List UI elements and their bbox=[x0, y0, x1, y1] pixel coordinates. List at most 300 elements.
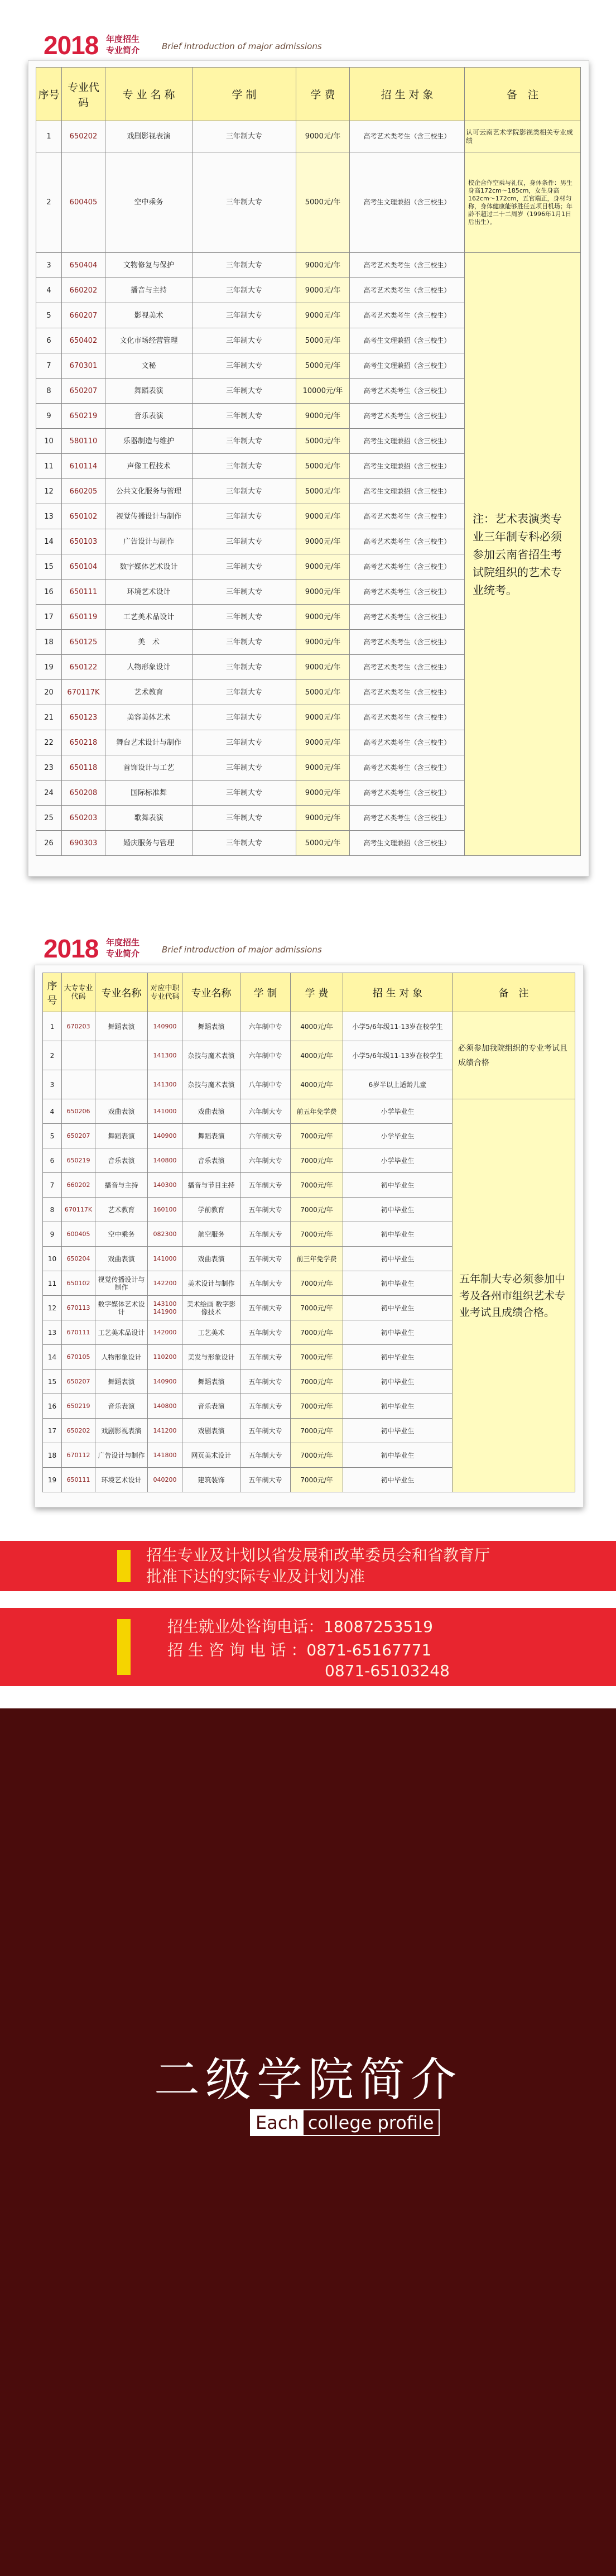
college-major-code: 650111 bbox=[62, 1468, 95, 1492]
table-row bbox=[36, 152, 581, 253]
col-header: 对应中职专业代码 bbox=[148, 973, 182, 1012]
col-header: 学 费 bbox=[296, 68, 350, 121]
row-number: 8 bbox=[36, 379, 62, 404]
duration: 三年制大专 bbox=[192, 730, 296, 755]
duration: 三年制大专 bbox=[192, 831, 296, 856]
table-row bbox=[43, 1012, 575, 1041]
admission-target: 初中毕业生 bbox=[343, 1345, 453, 1370]
tuition: 7000元/年 bbox=[291, 1345, 343, 1370]
col-header: 序号 bbox=[36, 68, 62, 121]
row-number: 4 bbox=[36, 278, 62, 303]
vocational-code: 110200 bbox=[148, 1345, 182, 1370]
contact-banner bbox=[0, 1608, 616, 1686]
duration: 三年制大专 bbox=[192, 404, 296, 429]
college-major-code: 650206 bbox=[62, 1099, 95, 1124]
admission-target: 高考生文理兼招（含三校生） bbox=[350, 831, 465, 856]
vocational-major-name: 美术绘画 数字影像技术 bbox=[182, 1296, 240, 1320]
admission-target: 初中毕业生 bbox=[343, 1419, 453, 1443]
admission-target: 高考生文理兼招（含三校生） bbox=[350, 328, 465, 353]
row-number: 20 bbox=[36, 680, 62, 705]
tuition: 7000元/年 bbox=[291, 1443, 343, 1468]
duration: 三年制大专 bbox=[192, 121, 296, 152]
college-major-name: 舞蹈表演 bbox=[95, 1124, 148, 1148]
duration: 三年制大专 bbox=[192, 353, 296, 379]
college-profile-section bbox=[0, 1708, 616, 2576]
college-profile-subtitle bbox=[250, 2109, 440, 2136]
vocational-code: 140900 bbox=[148, 1012, 182, 1041]
major-code: 650402 bbox=[62, 328, 105, 353]
college-major-name: 艺术教育 bbox=[95, 1198, 148, 1222]
admission-target: 小学5/6年级11-13岁在校学生 bbox=[343, 1012, 453, 1041]
row-number: 10 bbox=[43, 1247, 62, 1271]
vocational-code: 141000 bbox=[148, 1099, 182, 1124]
vocational-major-name: 播音与节目主持 bbox=[182, 1173, 240, 1198]
major-code: 650207 bbox=[62, 379, 105, 404]
major-name: 环境艺术设计 bbox=[105, 580, 192, 605]
row-number: 19 bbox=[43, 1468, 62, 1492]
subtitle-each: Each bbox=[251, 2110, 304, 2135]
employment-hotline bbox=[167, 1615, 433, 1637]
plan-notice-banner bbox=[0, 1541, 616, 1591]
major-code: 660205 bbox=[62, 479, 105, 504]
major-name: 视觉传播设计与制作 bbox=[105, 504, 192, 529]
admission-target: 高考艺术类考生（含三校生） bbox=[350, 554, 465, 580]
college-major-code bbox=[62, 1070, 95, 1099]
vocational-major-name: 学前教育 bbox=[182, 1198, 240, 1222]
admission-hotline-number: 0871-65167771 bbox=[306, 1641, 432, 1659]
row-number: 12 bbox=[36, 479, 62, 504]
header-en-title: Brief introduction of major admissions bbox=[162, 41, 322, 51]
tuition: 5000元/年 bbox=[296, 479, 350, 504]
row-number: 15 bbox=[43, 1370, 62, 1394]
vocational-major-name: 舞蹈表演 bbox=[182, 1370, 240, 1394]
duration: 六年制大专 bbox=[240, 1124, 291, 1148]
admission-target: 高考艺术类考生（含三校生） bbox=[350, 705, 465, 730]
header-zh-line1: 年度招生 bbox=[106, 34, 140, 44]
tuition: 5000元/年 bbox=[296, 680, 350, 705]
tuition: 9000元/年 bbox=[296, 630, 350, 655]
tuition: 9000元/年 bbox=[296, 529, 350, 554]
admission-target: 初中毕业生 bbox=[343, 1173, 453, 1198]
row-number: 13 bbox=[43, 1320, 62, 1345]
tuition: 9000元/年 bbox=[296, 303, 350, 328]
row-number: 2 bbox=[43, 1041, 62, 1070]
row-number: 2 bbox=[36, 152, 62, 253]
major-code: 650404 bbox=[62, 253, 105, 278]
vocational-major-name: 舞蹈表演 bbox=[182, 1124, 240, 1148]
tuition: 9000元/年 bbox=[296, 504, 350, 529]
remark-flight-attendant: 校企合作空乘与礼仪，身体条件：男生身高172cm～185cm，女生身高162cm～172cm，五官端正，身材匀称，身体健康能够胜任五项目机场；年龄不超过二十二周岁（1996年1月1日后出生）。 bbox=[465, 152, 581, 253]
major-name: 数字媒体艺术设计 bbox=[105, 554, 192, 580]
admission-target: 初中毕业生 bbox=[343, 1222, 453, 1247]
row-number: 1 bbox=[43, 1012, 62, 1041]
admission-target: 高考艺术类考生（含三校生） bbox=[350, 680, 465, 705]
duration: 三年制大专 bbox=[192, 253, 296, 278]
college-major-code: 650102 bbox=[62, 1271, 95, 1296]
tuition: 10000元/年 bbox=[296, 379, 350, 404]
row-number: 16 bbox=[36, 580, 62, 605]
college-major-name: 舞蹈表演 bbox=[95, 1370, 148, 1394]
admission-target: 6岁半以上适龄儿童 bbox=[343, 1070, 453, 1099]
major-name: 文秘 bbox=[105, 353, 192, 379]
row-number: 3 bbox=[43, 1070, 62, 1099]
college-major-code: 670111 bbox=[62, 1320, 95, 1345]
plan-notice-line2: 批准下达的实际专业及计划为准 bbox=[146, 1567, 365, 1586]
row-number: 18 bbox=[43, 1443, 62, 1468]
col-header: 学 制 bbox=[192, 68, 296, 121]
duration: 五年制大专 bbox=[240, 1443, 291, 1468]
tuition: 9000元/年 bbox=[296, 404, 350, 429]
vocational-major-name: 音乐表演 bbox=[182, 1394, 240, 1419]
table-row bbox=[36, 253, 581, 278]
duration: 三年制大专 bbox=[192, 479, 296, 504]
major-code: 650103 bbox=[62, 529, 105, 554]
col-header: 专业代码 bbox=[62, 68, 105, 121]
col-header: 专业名称 bbox=[182, 973, 240, 1012]
admission-target: 初中毕业生 bbox=[343, 1443, 453, 1468]
admission-target: 高考艺术类考生（含三校生） bbox=[350, 605, 465, 630]
college-major-code: 650207 bbox=[62, 1124, 95, 1148]
col-header: 大专专业代码 bbox=[62, 973, 95, 1012]
college-major-name: 戏曲表演 bbox=[95, 1247, 148, 1271]
tuition: 5000元/年 bbox=[296, 152, 350, 253]
row-number: 21 bbox=[36, 705, 62, 730]
vocational-code: 140300 bbox=[148, 1173, 182, 1198]
major-code: 650208 bbox=[62, 781, 105, 806]
admission-hotline bbox=[167, 1638, 431, 1660]
major-name: 艺术教育 bbox=[105, 680, 192, 705]
tuition: 4000元/年 bbox=[291, 1070, 343, 1099]
college-major-code: 650219 bbox=[62, 1148, 95, 1173]
major-name: 文物修复与保护 bbox=[105, 253, 192, 278]
admission-target: 高考艺术类考生（含三校生） bbox=[350, 806, 465, 831]
admission-target: 高考艺术类考生（含三校生） bbox=[350, 504, 465, 529]
duration: 三年制大专 bbox=[192, 705, 296, 730]
vocational-code: 141000 bbox=[148, 1247, 182, 1271]
vocational-major-name: 建筑装饰 bbox=[182, 1468, 240, 1492]
major-name: 公共文化服务与管理 bbox=[105, 479, 192, 504]
admission-target: 高考生文理兼招（含三校生） bbox=[350, 479, 465, 504]
tuition: 5000元/年 bbox=[296, 831, 350, 856]
admission-target: 小学5/6年级11-13岁在校学生 bbox=[343, 1041, 453, 1070]
admission-hotline-number-2: 0871-65103248 bbox=[325, 1662, 450, 1680]
duration: 六年制大专 bbox=[240, 1099, 291, 1124]
plan-notice-line1: 招生专业及计划以省发展和改革委员会和省教育厅 bbox=[146, 1546, 490, 1564]
vocational-major-name: 戏剧表演 bbox=[182, 1419, 240, 1443]
tuition: 9000元/年 bbox=[296, 755, 350, 781]
admission-target: 初中毕业生 bbox=[343, 1198, 453, 1222]
duration: 五年制大专 bbox=[240, 1198, 291, 1222]
row-number: 9 bbox=[36, 404, 62, 429]
vocational-code: 140800 bbox=[148, 1148, 182, 1173]
duration: 三年制大专 bbox=[192, 605, 296, 630]
duration: 六年制中专 bbox=[240, 1012, 291, 1041]
duration: 三年制大专 bbox=[192, 328, 296, 353]
major-code: 650122 bbox=[62, 655, 105, 680]
tuition: 7000元/年 bbox=[291, 1296, 343, 1320]
duration: 三年制大专 bbox=[192, 152, 296, 253]
admissions-table-3year bbox=[36, 67, 581, 856]
row-number: 24 bbox=[36, 781, 62, 806]
college-major-name bbox=[95, 1041, 148, 1070]
remark-film-acting: 认可云南艺术学院影视类相关专业成绩 bbox=[465, 121, 581, 152]
vocational-code: 160100 bbox=[148, 1198, 182, 1222]
major-code: 600405 bbox=[62, 152, 105, 253]
duration: 三年制大专 bbox=[192, 454, 296, 479]
header-year: 2018 bbox=[44, 31, 99, 60]
major-code: 690303 bbox=[62, 831, 105, 856]
header-year: 2018 bbox=[44, 934, 99, 963]
major-name: 人物形象设计 bbox=[105, 655, 192, 680]
banner-accent-bar bbox=[117, 1619, 131, 1675]
duration: 五年制大专 bbox=[240, 1271, 291, 1296]
header-zh-line1: 年度招生 bbox=[106, 937, 140, 947]
duration: 六年制中专 bbox=[240, 1041, 291, 1070]
header-zh-title bbox=[106, 937, 139, 959]
row-number: 23 bbox=[36, 755, 62, 781]
major-name: 婚庆服务与管理 bbox=[105, 831, 192, 856]
major-name: 舞蹈表演 bbox=[105, 379, 192, 404]
admission-hotline-2 bbox=[325, 1662, 450, 1680]
row-number: 1 bbox=[36, 121, 62, 152]
tuition: 9000元/年 bbox=[296, 605, 350, 630]
vocational-major-name: 美发与形象设计 bbox=[182, 1345, 240, 1370]
vocational-major-name: 舞蹈表演 bbox=[182, 1012, 240, 1041]
admission-target: 高考生文理兼招（含三校生） bbox=[350, 353, 465, 379]
tuition: 5000元/年 bbox=[296, 454, 350, 479]
tuition: 9000元/年 bbox=[296, 253, 350, 278]
header-zh-line2: 专业简介 bbox=[106, 45, 140, 55]
tuition: 4000元/年 bbox=[291, 1012, 343, 1041]
duration: 五年制大专 bbox=[240, 1173, 291, 1198]
row-number: 7 bbox=[43, 1173, 62, 1198]
duration: 五年制大专 bbox=[240, 1222, 291, 1247]
college-major-code: 670117K bbox=[62, 1198, 95, 1222]
major-code: 660207 bbox=[62, 303, 105, 328]
admission-target: 初中毕业生 bbox=[343, 1468, 453, 1492]
row-number: 16 bbox=[43, 1394, 62, 1419]
tuition: 4000元/年 bbox=[291, 1041, 343, 1070]
duration: 三年制大专 bbox=[192, 580, 296, 605]
vocational-code: 140800 bbox=[148, 1394, 182, 1419]
college-major-code: 650202 bbox=[62, 1419, 95, 1443]
row-number: 14 bbox=[36, 529, 62, 554]
vocational-major-name: 航空服务 bbox=[182, 1222, 240, 1247]
college-major-code: 650207 bbox=[62, 1370, 95, 1394]
remark-school-exam: 必须参加我院组织的专业考试且成绩合格 bbox=[453, 1012, 575, 1099]
vocational-major-name: 戏曲表演 bbox=[182, 1099, 240, 1124]
admission-target: 小学毕业生 bbox=[343, 1148, 453, 1173]
tuition: 前三年免学费 bbox=[291, 1247, 343, 1271]
duration: 三年制大专 bbox=[192, 755, 296, 781]
row-number: 11 bbox=[43, 1271, 62, 1296]
admission-target: 初中毕业生 bbox=[343, 1247, 453, 1271]
row-number: 8 bbox=[43, 1198, 62, 1222]
tuition: 7000元/年 bbox=[291, 1124, 343, 1148]
duration: 三年制大专 bbox=[192, 429, 296, 454]
major-name: 音乐表演 bbox=[105, 404, 192, 429]
row-number: 18 bbox=[36, 630, 62, 655]
tuition: 9000元/年 bbox=[296, 278, 350, 303]
college-major-code: 650219 bbox=[62, 1394, 95, 1419]
tuition: 9000元/年 bbox=[296, 705, 350, 730]
major-code: 610114 bbox=[62, 454, 105, 479]
remark-art-exam: 注：艺术表演类专业三年制专科必须参加云南省招生考试院组织的艺术专业统考。 bbox=[465, 253, 581, 856]
row-number: 7 bbox=[36, 353, 62, 379]
admission-target: 高考艺术类考生（含三校生） bbox=[350, 379, 465, 404]
admission-target: 高考艺术类考生（含三校生） bbox=[350, 121, 465, 152]
col-header: 招 生 对 象 bbox=[343, 973, 453, 1012]
duration: 三年制大专 bbox=[192, 504, 296, 529]
admission-target: 高考艺术类考生（含三校生） bbox=[350, 755, 465, 781]
col-header: 学 制 bbox=[240, 973, 291, 1012]
col-header: 专 业 名 称 bbox=[105, 68, 192, 121]
row-number: 15 bbox=[36, 554, 62, 580]
major-name: 空中乘务 bbox=[105, 152, 192, 253]
major-name: 首饰设计与工艺 bbox=[105, 755, 192, 781]
tuition: 5000元/年 bbox=[296, 353, 350, 379]
vocational-major-name: 工艺美术 bbox=[182, 1320, 240, 1345]
college-major-code: 670112 bbox=[62, 1443, 95, 1468]
major-name: 舞台艺术设计与制作 bbox=[105, 730, 192, 755]
duration: 五年制大专 bbox=[240, 1394, 291, 1419]
admission-target: 高考艺术类考生（含三校生） bbox=[350, 580, 465, 605]
major-code: 650111 bbox=[62, 580, 105, 605]
row-number: 25 bbox=[36, 806, 62, 831]
college-major-name: 数字媒体艺术设计 bbox=[95, 1296, 148, 1320]
college-major-name: 广告设计与制作 bbox=[95, 1443, 148, 1468]
college-major-name: 音乐表演 bbox=[95, 1394, 148, 1419]
vocational-code: 141200 bbox=[148, 1419, 182, 1443]
tuition: 9000元/年 bbox=[296, 655, 350, 680]
row-number: 17 bbox=[43, 1419, 62, 1443]
duration: 三年制大专 bbox=[192, 529, 296, 554]
admission-target: 高考艺术类考生（含三校生） bbox=[350, 303, 465, 328]
tuition: 9000元/年 bbox=[296, 121, 350, 152]
major-code: 650203 bbox=[62, 806, 105, 831]
admission-target: 高考生文理兼招（含三校生） bbox=[350, 429, 465, 454]
admission-target: 高考生文理兼招（含三校生） bbox=[350, 454, 465, 479]
tuition: 9000元/年 bbox=[296, 806, 350, 831]
row-number: 4 bbox=[43, 1099, 62, 1124]
row-number: 12 bbox=[43, 1296, 62, 1320]
college-major-name: 戏曲表演 bbox=[95, 1099, 148, 1124]
row-number: 10 bbox=[36, 429, 62, 454]
major-code: 650119 bbox=[62, 605, 105, 630]
major-code: 670117K bbox=[62, 680, 105, 705]
tuition: 7000元/年 bbox=[291, 1271, 343, 1296]
admission-target: 高考艺术类考生（含三校生） bbox=[350, 655, 465, 680]
row-number: 5 bbox=[43, 1124, 62, 1148]
major-code: 650123 bbox=[62, 705, 105, 730]
admission-target: 高考艺术类考生（含三校生） bbox=[350, 781, 465, 806]
college-major-code: 670105 bbox=[62, 1345, 95, 1370]
row-number: 6 bbox=[43, 1148, 62, 1173]
row-number: 5 bbox=[36, 303, 62, 328]
tuition: 7000元/年 bbox=[291, 1394, 343, 1419]
section2-header bbox=[44, 934, 434, 963]
major-name: 广告设计与制作 bbox=[105, 529, 192, 554]
tuition: 7000元/年 bbox=[291, 1320, 343, 1345]
vocational-code: 082300 bbox=[148, 1222, 182, 1247]
admission-target: 初中毕业生 bbox=[343, 1320, 453, 1345]
college-major-code: 660202 bbox=[62, 1173, 95, 1198]
row-number: 14 bbox=[43, 1345, 62, 1370]
tuition: 9000元/年 bbox=[296, 554, 350, 580]
tuition: 5000元/年 bbox=[296, 429, 350, 454]
tuition: 7000元/年 bbox=[291, 1222, 343, 1247]
admission-target: 高考艺术类考生（含三校生） bbox=[350, 404, 465, 429]
major-name: 戏剧影视表演 bbox=[105, 121, 192, 152]
header-zh-title bbox=[106, 33, 139, 56]
vocational-major-name: 杂技与魔术表演 bbox=[182, 1041, 240, 1070]
banner-accent-bar bbox=[117, 1550, 131, 1582]
duration: 三年制大专 bbox=[192, 554, 296, 580]
employment-hotline-label: 招生就业处咨询电话： bbox=[167, 1617, 324, 1636]
major-name: 乐器制造与维护 bbox=[105, 429, 192, 454]
vocational-code: 141300 bbox=[148, 1041, 182, 1070]
tuition: 7000元/年 bbox=[291, 1468, 343, 1492]
major-code: 650219 bbox=[62, 404, 105, 429]
duration: 五年制大专 bbox=[240, 1296, 291, 1320]
admission-target: 高考艺术类考生（含三校生） bbox=[350, 529, 465, 554]
major-code: 670301 bbox=[62, 353, 105, 379]
college-major-name: 人物形象设计 bbox=[95, 1345, 148, 1370]
major-name: 影视美术 bbox=[105, 303, 192, 328]
duration: 三年制大专 bbox=[192, 630, 296, 655]
major-code: 650202 bbox=[62, 121, 105, 152]
vocational-code: 143100 141900 bbox=[148, 1296, 182, 1320]
admission-target: 高考艺术类考生（含三校生） bbox=[350, 253, 465, 278]
tuition: 7000元/年 bbox=[291, 1173, 343, 1198]
major-code: 650125 bbox=[62, 630, 105, 655]
college-major-code: 670203 bbox=[62, 1012, 95, 1041]
college-profile-title: 二级学院简介 bbox=[153, 2053, 462, 2106]
row-number: 19 bbox=[36, 655, 62, 680]
college-major-name: 视觉传播设计与制作 bbox=[95, 1271, 148, 1296]
college-major-code: 600405 bbox=[62, 1222, 95, 1247]
tuition: 9000元/年 bbox=[296, 730, 350, 755]
vocational-code: 040200 bbox=[148, 1468, 182, 1492]
college-major-name: 工艺美术品设计 bbox=[95, 1320, 148, 1345]
major-code: 650118 bbox=[62, 755, 105, 781]
tuition: 7000元/年 bbox=[291, 1148, 343, 1173]
row-number: 13 bbox=[36, 504, 62, 529]
college-major-name: 舞蹈表演 bbox=[95, 1012, 148, 1041]
subtitle-college-profile: college profile bbox=[307, 2112, 434, 2133]
row-number: 9 bbox=[43, 1222, 62, 1247]
tuition: 前五年免学费 bbox=[291, 1099, 343, 1124]
vocational-major-name: 杂技与魔术表演 bbox=[182, 1070, 240, 1099]
major-name: 文化市场经营管理 bbox=[105, 328, 192, 353]
col-header: 序号 bbox=[43, 973, 62, 1012]
vocational-code: 141800 bbox=[148, 1443, 182, 1468]
col-header: 招 生 对 象 bbox=[350, 68, 465, 121]
admission-target: 高考生文理兼招（含三校生） bbox=[350, 152, 465, 253]
admissions-table-secondary bbox=[42, 973, 575, 1492]
row-number: 3 bbox=[36, 253, 62, 278]
admission-target: 初中毕业生 bbox=[343, 1370, 453, 1394]
duration: 三年制大专 bbox=[192, 781, 296, 806]
col-header: 备 注 bbox=[465, 68, 581, 121]
major-name: 声像工程技术 bbox=[105, 454, 192, 479]
admission-target: 小学毕业生 bbox=[343, 1124, 453, 1148]
vocational-major-name: 美术设计与制作 bbox=[182, 1271, 240, 1296]
tuition: 5000元/年 bbox=[296, 328, 350, 353]
table-row bbox=[36, 121, 581, 152]
college-major-code bbox=[62, 1041, 95, 1070]
row-number: 26 bbox=[36, 831, 62, 856]
